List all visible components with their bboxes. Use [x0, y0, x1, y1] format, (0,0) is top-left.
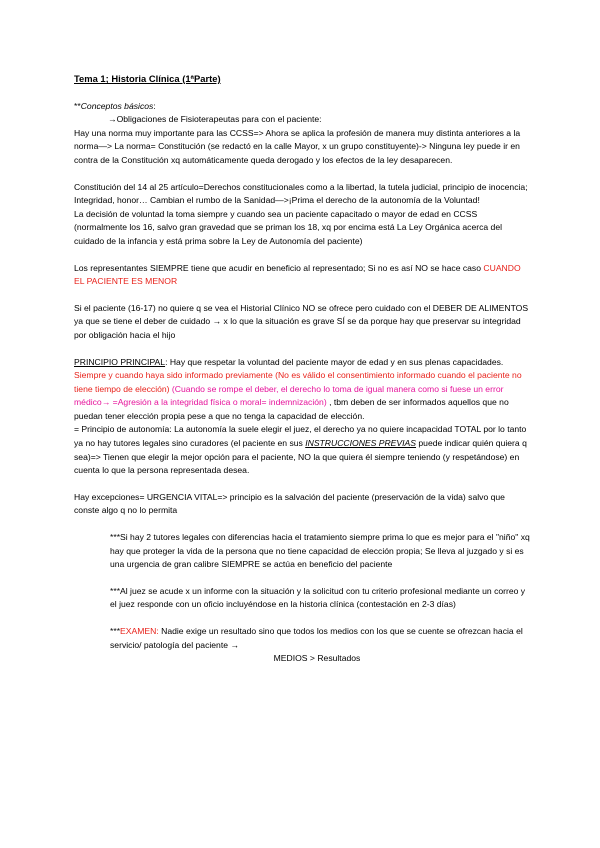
document-title: Tema 1; Historia Clínica (1ªParte)	[74, 73, 221, 84]
concepts-prefix: **	[74, 100, 81, 111]
representantes-text: Los representantes SIEMPRE tiene que acudir en beneficio al representado; Si no es así NO se hace caso	[74, 262, 484, 273]
autonomia-text-1: = Principio de autonomía: La autonomía la suele elegir el juez, el derecho ya no quiere incapacidad TOTAL por lo tanto ya no hay tutores legales sino curadores (el paciente en sus	[74, 424, 527, 449]
principio-magenta: (Cuando se rompe el deber, el derecho lo toma de igual manera como si fuese un error médico→ =Agresión a la integridad física o moral= indemnización)	[74, 383, 504, 408]
examen-text: Nadie exige un resultado sino que todos los medios con los que se cuente se ofrezcan hacia el servicio/ patología del paciente →	[110, 626, 523, 650]
principio-red: Siempre y cuando haya sido informado previamente (No es válido el consentimiento informado cuando el paciente no tiene tiempo de elección)	[74, 370, 522, 394]
paragraph-historial: Si el paciente (16-17) no quiere q se vea el Historial Clínico NO se ofrece pero cuidado con el DEBER DE ALIMENTOS ya que se tiene el deber de cuidado → x lo que la situación es grave SÍ se da porque hay que preservar su integridad por obligación hacia el hijo	[74, 302, 529, 340]
document-body	[74, 72, 530, 666]
paragraph-constitucion: Constitución del 14 al 25 artículo=Derechos constitucionales como a la libertad, la tutela judicial, principio de inocencia; Integridad, honor… Cambian el rumbo de la Sanidad—>¡Prima el derecho de la autonomía de la Voluntad!	[74, 181, 528, 206]
concepts-colon: :	[153, 100, 156, 111]
paragraph-autonomia	[74, 423, 530, 477]
concepts-label: Conceptos básicos	[80, 100, 154, 111]
note-juez: ***Al juez se acude x un informe con la situación y la solicitud con tu criterio profesional mediante un correo y el juez responde con un oficio incluyéndose en la historia clínica (contestación en 2-3 días)	[110, 585, 526, 610]
paragraph-principio	[74, 356, 530, 424]
note-examen	[74, 625, 530, 652]
examen-label: EXAMEN:	[120, 626, 159, 636]
paragraph-decision: La decisión de voluntad la toma siempre y cuando sea un paciente capacitado o mayor de edad en CCSS (normalmente los 16, salvo gran gravedad que se priman los 18, xq por encima está La Ley Orgánica acerca del cuidado de la infancia y está prima sobre la Ley de Autonomía del paciente)	[74, 208, 503, 246]
paragraph-excepciones: Hay excepciones= URGENCIA VITAL=> principio es la salvación del paciente (preservación de la vida) salvo que conste algo q no lo permita	[74, 491, 505, 516]
principio-text-2: , tbm deben de ser informados aquellos que no puedan tener elección propia pese a que no tenga la capacidad de elección.	[74, 397, 509, 421]
examen-prefix: ***	[110, 626, 121, 636]
autonomia-text-2: puede indicar quién quiera q sea)=> Tienen que elegir la mejor opción para el paciente, NO la que quiera él siempre teniendo (y respetándose) en cuenta lo que la persona representada desea.	[74, 438, 527, 476]
instrucciones-previas: INSTRUCCIONES PREVIAS	[305, 438, 417, 449]
obligaciones-line: →Obligaciones de Fisioterapeutas para con el paciente:	[108, 114, 322, 125]
principio-label: PRINCIPIO PRINCIPAL	[74, 356, 166, 367]
concepts-heading	[74, 100, 530, 114]
note-tutores: ***Si hay 2 tutores legales con diferencias hacia el tratamiento siempre prima lo que es mejor para el "niño" xq hay que proteger la vida de la persona que no tiene capacidad de elección propia; Se lleva al juzgado y si es una urgencia de gran calibre SIEMPRE se actúa en beneficio del paciente	[110, 532, 530, 570]
representantes-red: CUANDO EL PACIENTE ES MENOR	[74, 262, 521, 287]
medios-resultados: MEDIOS > Resultados	[273, 653, 361, 664]
paragraph-representantes	[74, 262, 530, 289]
principio-text-1: : Hay que respetar la voluntad del paciente mayor de edad y en sus plenas capacidades.	[165, 356, 504, 367]
paragraph-ccss: Hay una norma muy importante para las CCSS=> Ahora se aplica la profesión de manera muy distinta anteriores a la norma—> La norma= Constitución (se redactó en la calle Mayor, x un grupo constituyente)-> Ninguna ley puede ir en contra de la Constitución xq automáticamente queda derogado y los efectos de la ley desaparecen.	[74, 127, 521, 165]
